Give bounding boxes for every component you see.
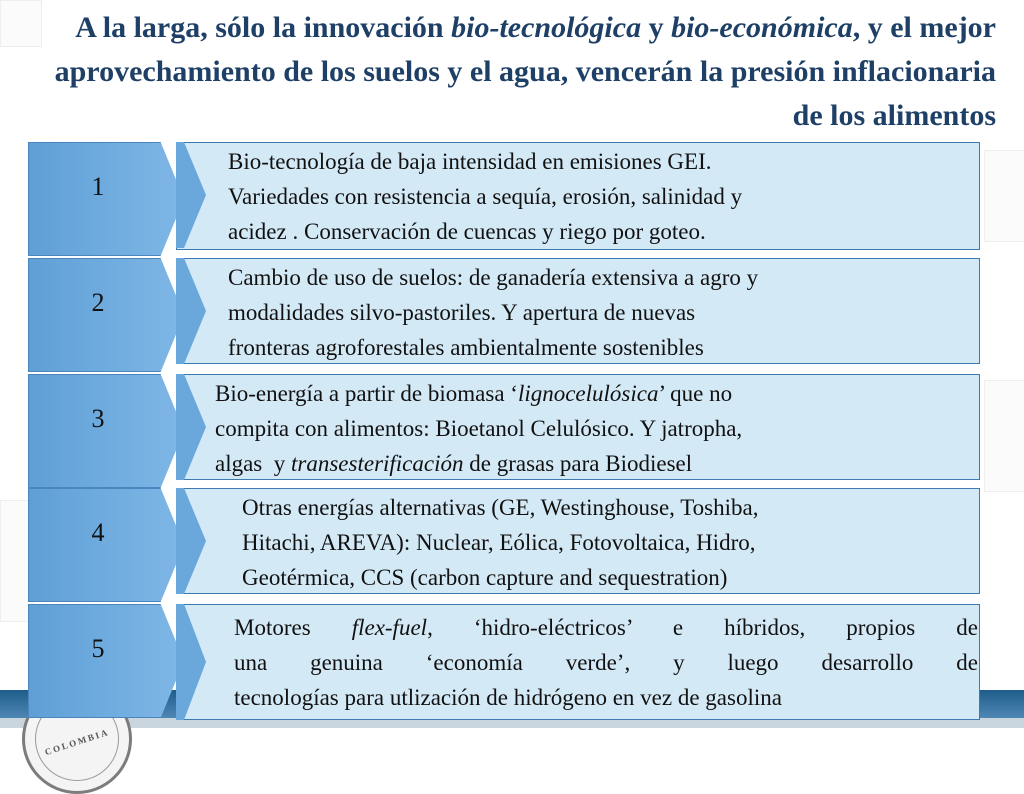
chevron-notch-icon [176,604,206,720]
item-line: Bio-tecnología de baja intensidad en emisiones GEI. [228,149,712,174]
title-italic-1: bio-tecnológica [451,11,642,44]
item-line-part: ’ que no [658,381,733,406]
title-italic-2: bio-económica [671,11,853,44]
background-square [984,150,1024,242]
item-text [242,490,758,595]
chevron-notch-icon [176,488,206,594]
item-line-part: Motores [234,615,352,640]
item-number: 1 [91,172,105,201]
item-line: Geotérmica, CCS (carbon capture and sequestration) [242,565,728,590]
chevron-notch-icon [176,374,206,480]
item-line: fronteras agroforestales ambientalmente sostenibles [228,335,704,360]
item-line: Variedades con resistencia a sequía, erosión, salinidad y [228,184,743,209]
chevron-notch-icon [176,258,206,364]
item-line-italic: lignocelulósica [517,381,659,406]
chevron-notch-icon [176,142,206,248]
item-line [215,446,742,481]
item-number: 2 [91,288,105,317]
item-line: tecnologías para utlización de hidrógeno en vez de gasolina [234,685,782,710]
page-title [30,6,996,138]
item-text [228,260,758,365]
item-line-part: de grasas para Biodiesel [463,451,693,476]
item-line: Cambio de uso de suelos: de ganadería extensiva a agro y [228,265,759,290]
item-number: 3 [91,404,105,433]
title-text-1: A la larga, sólo la innovación [75,11,452,44]
item-line: Hitachi, AREVA): Nuclear, Eólica, Fotovoltaica, Hidro, [242,530,756,555]
item-text [228,144,742,249]
item-line: una genuina ‘economía verde’, y luego desarrollo de [234,650,978,675]
item-line-part: , ‘hidro-eléctricos’ e híbridos, propios de [427,615,978,640]
item-line: acidez . Conservación de cuencas y riego por goteo. [228,219,706,244]
title-text-3: , y el mejor aprovechamiento de los suelos y el agua, vencerán la presión inflacionaria de los alimentos [54,11,996,132]
item-line-italic: flex-fuel [351,615,428,640]
item-line [215,376,742,411]
item-text [215,376,742,481]
item-line: Otras energías alternativas (GE, Westinghouse, Toshiba, [242,495,759,520]
item-line: compita con alimentos: Bioetanol Celulósico. Y jatropha, [215,416,743,441]
title-text-2: y [641,11,672,44]
item-text [234,610,978,715]
item-number: 4 [91,518,105,547]
item-number: 5 [91,634,105,663]
background-square [984,380,1024,492]
seal-text: COLOMBIA [43,726,111,758]
item-line [234,610,978,645]
item-line: modalidades silvo-pastoriles. Y apertura de nuevas [228,300,696,325]
item-line-part: Bio-energía a partir de biomasa ‘ [215,381,518,406]
item-line-part: algas y [215,451,292,476]
item-line-italic: transesterificación [291,451,464,476]
